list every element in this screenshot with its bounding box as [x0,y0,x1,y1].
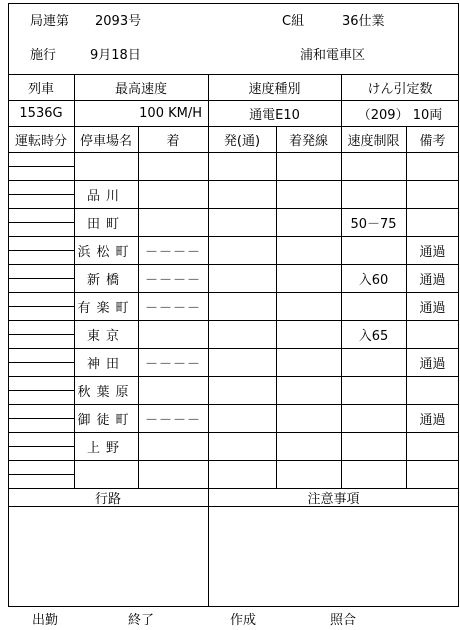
arrive-time [138,432,208,460]
rule-v-timetable [276,126,277,488]
prepared-label: 作成 [230,613,257,628]
station-name [74,460,138,488]
header-traction-capacity: けん引定数 [367,81,433,97]
rule-runtime-sub [8,194,74,195]
header-track: 着発線 [288,133,328,149]
header-depart: 発(通) [223,133,261,149]
work-number: 36仕業 [342,14,385,29]
header-speed-class: 速度種別 [248,81,301,97]
end-label: 終了 [128,613,155,628]
rule-runtime-sub [8,278,74,279]
remarks [406,320,459,348]
header-max-speed: 最高速度 [114,81,167,97]
rule-runtime-sub [8,390,74,391]
station-name: 上野 [86,440,125,456]
rule-runtime-sub [8,250,74,251]
speed-limit: 入60 [358,272,389,288]
rule-runtime-sub [8,418,74,419]
speed-limit [341,432,406,460]
station-name: 東京 [86,328,125,344]
speed-limit [341,348,406,376]
arrive-time: －－－－ [144,412,201,428]
arrive-time [138,376,208,404]
station-name: 有楽町 [77,300,135,316]
header-remarks: 備考 [419,133,446,149]
arrive-time [138,460,208,488]
station-name: 品川 [86,188,125,204]
effective-label: 施行 [30,48,57,63]
station-name: 秋葉原 [77,384,135,400]
speed-limit [341,460,406,488]
station-name [74,152,138,180]
speed-limit [341,404,406,432]
station-name: 新橋 [86,272,125,288]
sign-on-label: 出勤 [32,613,59,628]
remarks [406,432,459,460]
station-name: 浜松町 [77,244,135,260]
rule-bottom-header [8,506,459,507]
arrive-time [138,320,208,348]
header-arrive: 着 [166,133,180,149]
arrive-time: －－－－ [144,356,201,372]
arrive-time: －－－－ [144,300,201,316]
remarks: 通過 [419,272,446,288]
depot-name: 浦和電車区 [300,48,366,63]
remarks [406,152,459,180]
remarks: 通過 [419,412,446,428]
speed-limit [341,180,406,208]
rule-runtime-sub [8,474,74,475]
arrive-time [138,180,208,208]
speed-limit [341,236,406,264]
station-name: 田町 [86,216,125,232]
group-label: C組 [282,14,305,29]
speed-limit [341,376,406,404]
effective-date: 9月18日 [90,48,141,63]
arrive-time: －－－－ [144,244,201,260]
remarks [406,180,459,208]
remarks [406,208,459,236]
rule-runtime-sub [8,306,74,307]
rule-runtime-sub [8,362,74,363]
value-train-number: 1536G [19,105,63,121]
header-station: 停車場名 [79,133,132,149]
rule-v-timetable [208,126,209,488]
speed-limit [341,292,406,320]
rule-runtime-sub [8,446,74,447]
checked-label: 照合 [330,613,357,628]
station-name: 御徒町 [77,412,135,428]
arrive-time [138,208,208,236]
arrive-time [138,152,208,180]
rule-runtime-sub [8,222,74,223]
header-run-time: 運転時分 [14,133,67,149]
notice-label: 局連第 [30,14,70,29]
notice-number: 2093号 [95,14,142,29]
station-name: 神田 [86,356,125,372]
remarks: 通過 [419,356,446,372]
speed-limit: 入65 [358,328,389,344]
header-speed-limit: 速度制限 [347,133,400,149]
rule-runtime-sub [8,334,74,335]
arrive-time: －－－－ [144,272,201,288]
route-label: 行路 [94,491,121,507]
speed-limit [341,152,406,180]
value-max-speed: 100 KM/H [139,105,202,121]
rule-runtime-sub [8,166,74,167]
value-speed-class: 通電E10 [249,107,300,123]
remarks: 通過 [419,244,446,260]
remarks [406,376,459,404]
header-train: 列車 [27,81,54,97]
value-traction-capacity: （209） 10両 [357,107,443,123]
remarks [406,460,459,488]
caution-label: 注意事項 [307,491,360,507]
speed-limit: 50－75 [350,216,397,232]
remarks: 通過 [419,300,446,316]
